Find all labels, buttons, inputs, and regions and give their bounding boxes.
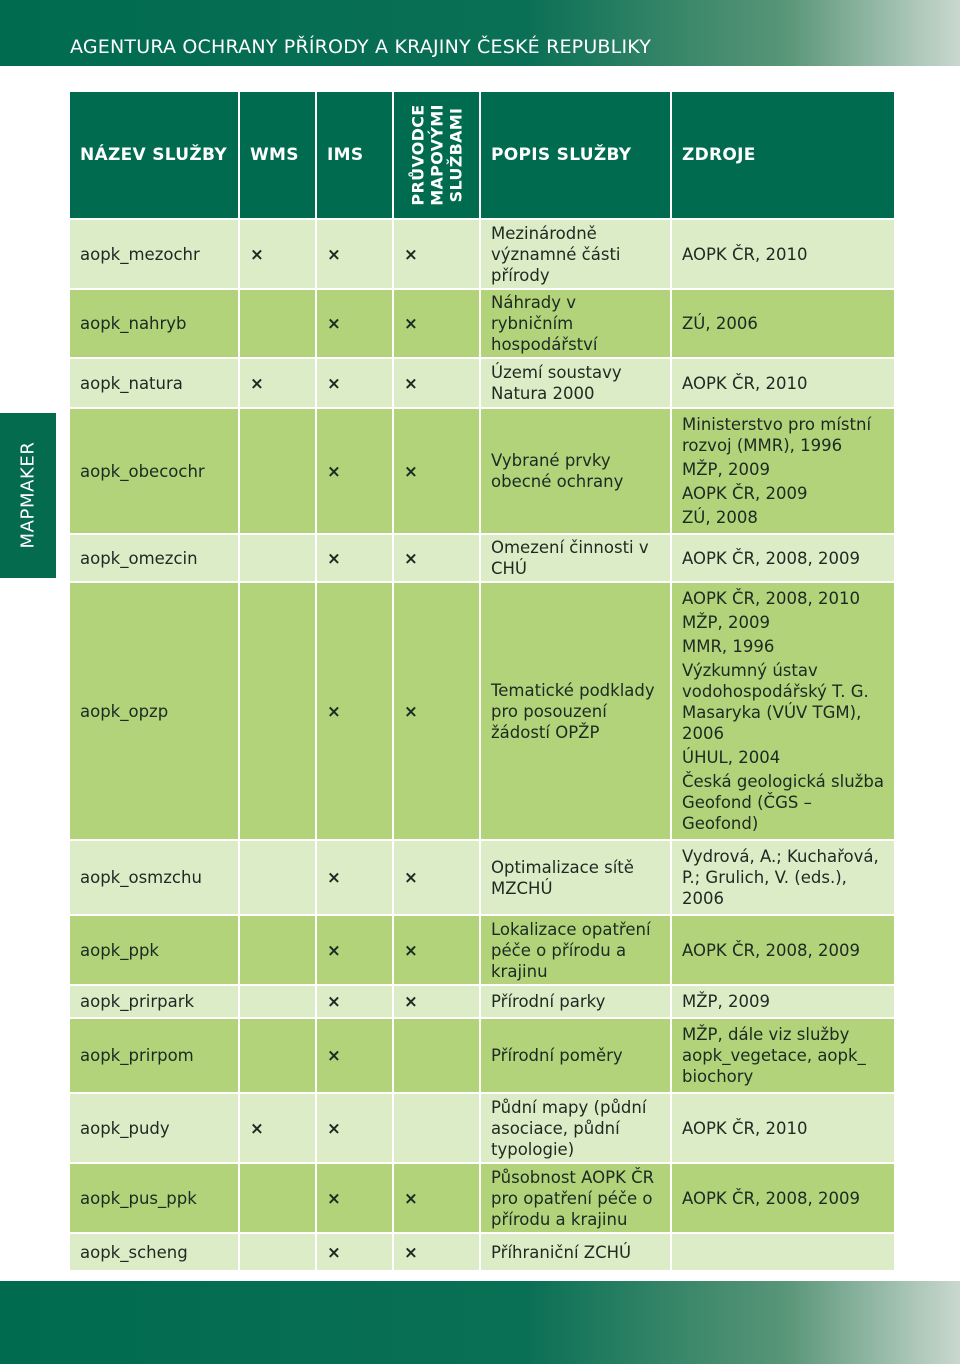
wms-mark-cell (239, 1163, 316, 1233)
service-description-cell: Mezinárodně významné části přírody (480, 219, 671, 289)
source-entry: ZÚ, 2008 (682, 508, 758, 527)
wms-mark-cell (239, 915, 316, 985)
column-header-sources: ZDROJE (671, 92, 894, 219)
table-row (70, 219, 894, 289)
guide-mark-cell (393, 840, 480, 915)
service-name-cell: aopk_ppk (70, 915, 239, 985)
wms-mark-cell (239, 358, 316, 408)
footer-band (0, 1281, 960, 1364)
side-tab-label: MAPMAKER (17, 441, 39, 549)
table-row (70, 1163, 894, 1233)
cross-mark-icon: × (327, 461, 341, 481)
table-header-row (70, 92, 894, 219)
service-sources-cell (671, 1163, 894, 1233)
wms-mark-cell (239, 534, 316, 582)
source-entry: AOPK ČR, 2010 (682, 1118, 808, 1138)
wms-mark-cell (239, 1093, 316, 1163)
source-entry: MŽP, 2009 (682, 460, 770, 479)
service-name-cell: aopk_omezcin (70, 534, 239, 582)
guide-mark-cell (393, 289, 480, 358)
guide-mark-cell (393, 1018, 480, 1093)
service-name-cell: aopk_pudy (70, 1093, 239, 1163)
ims-mark-cell (316, 1233, 393, 1271)
ims-mark-cell (316, 985, 393, 1018)
table-row (70, 408, 894, 534)
service-description-cell: Omezení činnosti v CHÚ (480, 534, 671, 582)
service-name-cell: aopk_osmzchu (70, 840, 239, 915)
service-name-cell: aopk_mezochr (70, 219, 239, 289)
services-table (70, 92, 894, 1272)
ims-mark-cell (316, 408, 393, 534)
cross-mark-icon: × (404, 940, 418, 960)
source-entry: AOPK ČR, 2010 (682, 244, 808, 264)
service-description-cell: Přírodní parky (480, 985, 671, 1018)
ims-mark-cell (316, 534, 393, 582)
table-row (70, 1093, 894, 1163)
ims-mark-cell (316, 1018, 393, 1093)
guide-mark-cell (393, 219, 480, 289)
cross-mark-icon: × (250, 1118, 264, 1138)
ims-mark-cell (316, 219, 393, 289)
service-name-cell: aopk_obecochr (70, 408, 239, 534)
service-name-cell: aopk_prirpark (70, 985, 239, 1018)
ims-mark-cell (316, 1163, 393, 1233)
side-tab (0, 413, 56, 578)
source-entry: Výzkumný ústav vodohospodářský T. G. Masaryka (VÚV TGM), 2006 (682, 661, 869, 743)
table-row (70, 985, 894, 1018)
service-sources-cell (671, 1018, 894, 1093)
table-row (70, 582, 894, 840)
wms-mark-cell (239, 985, 316, 1018)
cross-mark-icon: × (327, 940, 341, 960)
cross-mark-icon: × (404, 548, 418, 568)
column-header-name: NÁZEV SLUŽBY (70, 92, 239, 219)
cross-mark-icon: × (404, 1242, 418, 1262)
table-row (70, 1233, 894, 1271)
service-name-cell: aopk_nahryb (70, 289, 239, 358)
table-row (70, 358, 894, 408)
service-sources-cell (671, 534, 894, 582)
service-sources-cell (671, 915, 894, 985)
column-header-description: POPIS SLUŽBY (480, 92, 671, 219)
source-entry: AOPK ČR, 2009 (682, 484, 808, 503)
cross-mark-icon: × (404, 868, 418, 887)
cross-mark-icon: × (327, 314, 341, 333)
guide-mark-cell (393, 985, 480, 1018)
service-description-cell: Vybrané prvky obecné ochrany (480, 408, 671, 534)
wms-mark-cell (239, 840, 316, 915)
source-entry: AOPK ČR, 2008, 2010 (682, 589, 860, 608)
page-header-title: AGENTURA OCHRANY PŘÍRODY A KRAJINY ČESKÉ REPUBLIKY (70, 36, 652, 58)
column-header-guide-label: PRŮVODCE MAPOVÝMI SLUŽBAMI (408, 104, 465, 206)
cross-mark-icon: × (404, 992, 418, 1011)
column-header-wms: WMS (239, 92, 316, 219)
service-description-cell: Působnost AOPK ČR pro opatření péče o přírodu a krajinu (480, 1163, 671, 1233)
column-header-ims: IMS (316, 92, 393, 219)
cross-mark-icon: × (327, 548, 341, 568)
column-header-guide (393, 92, 480, 219)
ims-mark-cell (316, 840, 393, 915)
guide-mark-cell (393, 408, 480, 534)
service-sources-cell (671, 358, 894, 408)
service-description-cell: Optimalizace sítě MZCHÚ (480, 840, 671, 915)
service-description-cell: Území soustavy Natura 2000 (480, 358, 671, 408)
service-description-cell: Příhraniční ZCHÚ (480, 1233, 671, 1271)
source-entry: AOPK ČR, 2008, 2009 (682, 940, 860, 960)
service-sources-cell (671, 219, 894, 289)
service-sources-cell (671, 1233, 894, 1271)
cross-mark-icon: × (327, 1188, 341, 1208)
service-name-cell: aopk_opzp (70, 582, 239, 840)
guide-mark-cell (393, 534, 480, 582)
table-row (70, 289, 894, 358)
ims-mark-cell (316, 582, 393, 840)
source-entry: Vydrová, A.; Kuchařová, P.; Grulich, V. (eds.), 2006 (682, 847, 879, 908)
cross-mark-icon: × (327, 868, 341, 887)
wms-mark-cell (239, 1018, 316, 1093)
source-entry: ZÚ, 2006 (682, 314, 758, 333)
service-sources-cell (671, 408, 894, 534)
ims-mark-cell (316, 915, 393, 985)
cross-mark-icon: × (250, 244, 264, 264)
service-description-cell: Lokalizace opatření péče o přírodu a krajinu (480, 915, 671, 985)
source-entry: AOPK ČR, 2008, 2009 (682, 1188, 860, 1208)
cross-mark-icon: × (404, 701, 418, 721)
cross-mark-icon: × (327, 1242, 341, 1262)
cross-mark-icon: × (327, 1118, 341, 1138)
source-entry: MŽP, 2009 (682, 992, 770, 1011)
service-description-cell: Přírodní poměry (480, 1018, 671, 1093)
service-sources-cell (671, 985, 894, 1018)
wms-mark-cell (239, 289, 316, 358)
source-entry: MŽP, 2009 (682, 613, 770, 632)
service-name-cell: aopk_prirpom (70, 1018, 239, 1093)
service-description-cell: Půdní mapy (půdní asociace, půdní typologie) (480, 1093, 671, 1163)
service-name-cell: aopk_natura (70, 358, 239, 408)
guide-mark-cell (393, 358, 480, 408)
service-description-cell: Tematické podklady pro posouzení žádostí OPŽP (480, 582, 671, 840)
service-sources-cell (671, 1093, 894, 1163)
guide-mark-cell (393, 1163, 480, 1233)
cross-mark-icon: × (404, 373, 418, 393)
cross-mark-icon: × (327, 244, 341, 264)
table-row (70, 840, 894, 915)
service-sources-cell (671, 840, 894, 915)
table-row (70, 915, 894, 985)
source-entry: AOPK ČR, 2008, 2009 (682, 548, 860, 568)
cross-mark-icon: × (404, 244, 418, 264)
ims-mark-cell (316, 289, 393, 358)
wms-mark-cell (239, 582, 316, 840)
service-sources-cell (671, 289, 894, 358)
wms-mark-cell (239, 408, 316, 534)
guide-mark-cell (393, 1233, 480, 1271)
service-sources-cell (671, 582, 894, 840)
cross-mark-icon: × (404, 314, 418, 333)
wms-mark-cell (239, 219, 316, 289)
source-entry: AOPK ČR, 2010 (682, 373, 808, 393)
cross-mark-icon: × (250, 373, 264, 393)
service-name-cell: aopk_pus_ppk (70, 1163, 239, 1233)
ims-mark-cell (316, 1093, 393, 1163)
service-description-cell: Náhrady v rybničním hospodářství (480, 289, 671, 358)
table-body (70, 219, 894, 1271)
ims-mark-cell (316, 358, 393, 408)
guide-mark-cell (393, 915, 480, 985)
source-entry: Česká geologická služba Geofond (ČGS – Geofond) (682, 772, 884, 833)
cross-mark-icon: × (327, 1046, 341, 1065)
cross-mark-icon: × (404, 461, 418, 481)
guide-mark-cell (393, 582, 480, 840)
cross-mark-icon: × (327, 992, 341, 1011)
source-entry: MŽP, dále viz služby aopk_vegetace, aopk_ biochory (682, 1025, 866, 1086)
source-entry: MMR, 1996 (682, 637, 775, 656)
wms-mark-cell (239, 1233, 316, 1271)
cross-mark-icon: × (327, 373, 341, 393)
table-row (70, 1018, 894, 1093)
source-entry: Ministerstvo pro místní rozvoj (MMR), 1996 (682, 415, 872, 455)
source-entry: ÚHUL, 2004 (682, 748, 781, 767)
guide-mark-cell (393, 1093, 480, 1163)
table-row (70, 534, 894, 582)
service-name-cell: aopk_scheng (70, 1233, 239, 1271)
cross-mark-icon: × (404, 1188, 418, 1208)
cross-mark-icon: × (327, 701, 341, 721)
